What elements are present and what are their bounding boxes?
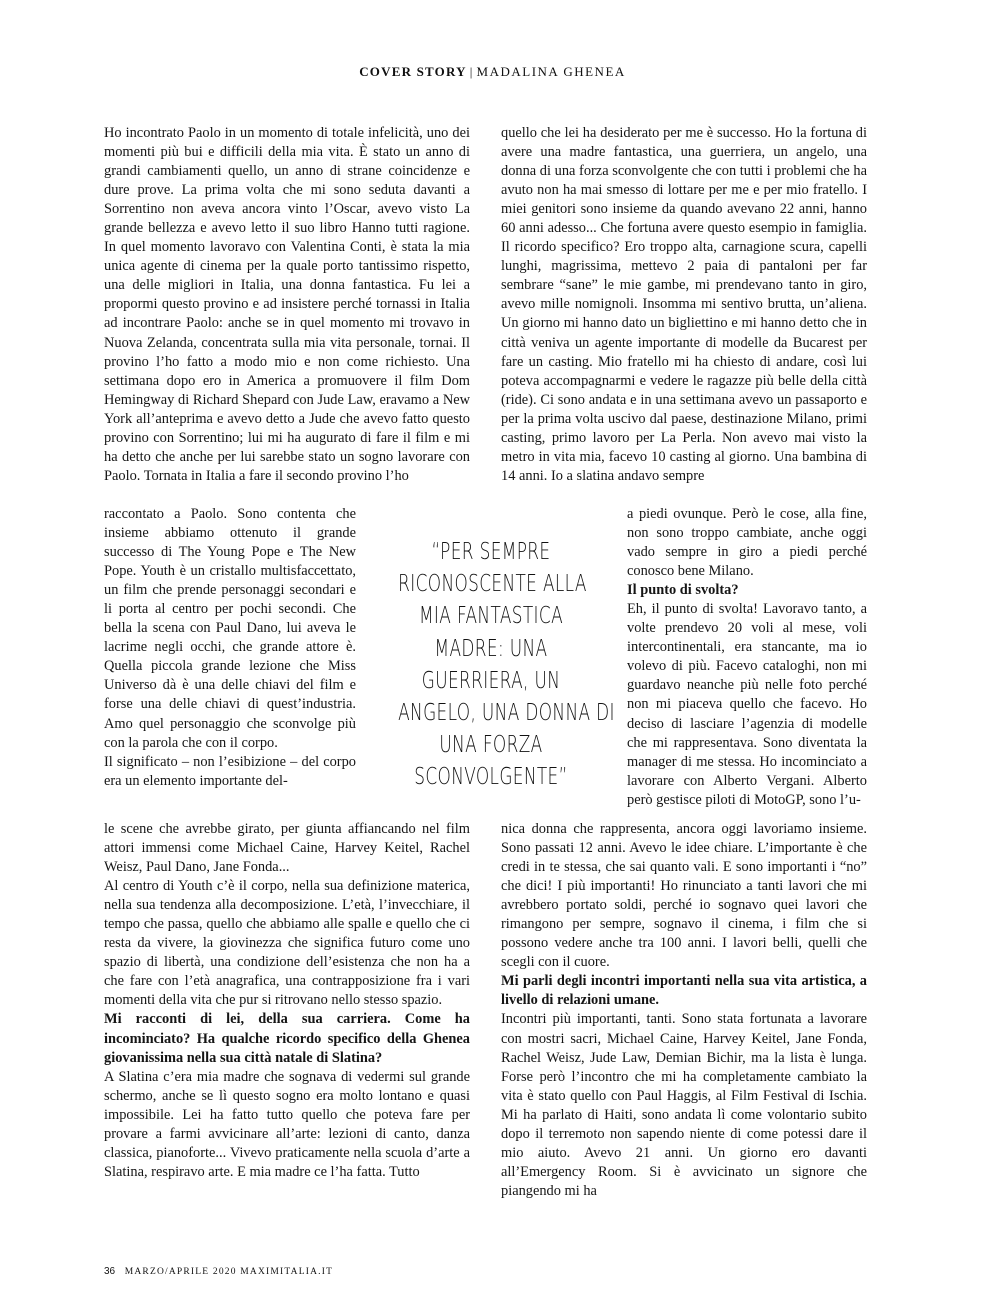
body-paragraph: quello che lei ha desiderato per me è successo. Ho la fortuna di avere una madre fantastica, una guerriera, un angelo, una donna di una forza sconvolgente che con tutti i problemi che ha avuto non ha mai smesso di lottare per me e per mio fratello. I miei genitori sono insieme da quando avevano 22 anni, hanno 60 anni adesso... Che fortuna avere questo esempio in famiglia. Il ricordo specifico? Ero troppo alta, carnagione scura, capelli lunghi, magrissima, mettevo 2 paia di pantaloni per far sembrare “sane” le mie gambe, mi prendevano tanto in giro, avevo mille nomignoli. Insomma mi sentivo brutta, un’aliena. Un giorno mi hanno dato un bigliettino e mi hanno detto che in città veniva un agente importante di modelle da Bucarest per fare un casting. Mio fratello mi ha chiesto di andare, così lui poteva accompagnarmi e vedere le ragazze più belle della città (ride). Ci sono andata e in una settimana avevo un passaporto e per la prima volta uscivo dal paese, destinazione Milano, primi casting, primo lavoro per La Perla. Non avevo mai visto la metro in vita mia, facevo 10 casting al giorno. Una bambina di 14 anni. Io a slatina andavo sempre [501, 125, 867, 484]
body-paragraph: A Slatina c’era mia madre che sognava di vedermi sul grande schermo, anche se lì questo sogno era molto lontano e quasi impossibile. Lei ha fatto tutto quello che poteva fare per provare a farmi avvicinare all’arte: lezioni di canto, danza classica, pianoforte... Vivevo praticamente nella scuola d’arte a Slatina, respiravo arte. E mia madre ce l’ha fatta. Tutto [104, 1068, 470, 1180]
left-column-middle [104, 505, 356, 791]
pull-quote-line: UNA FORZA [439, 730, 543, 759]
body-paragraph: Il significato – non l’esibizione – del corpo era un elemento importante del- [104, 753, 356, 789]
left-column-bottom [104, 820, 470, 1182]
pull-quote-line: GUERRIERA, UN [421, 665, 561, 694]
body-paragraph: le scene che avrebbe girato, per giunta affiancando nel film attori immensi come Michael Caine, Harvey Keitel, Rachel Weisz, Paul Dano, Jane Fonda... [104, 821, 470, 876]
left-column-top [104, 124, 470, 486]
body-paragraph: Al centro di Youth c’è il corpo, nella sua definizione materica, nella sua tendenza alla decomposizione. L’età, l’invecchiare, il tempo che passa, quello che abbiamo alle spalle e quello che ci resta da vivere, la giovinezza che significa futuro come uno spazio di libertà, una condizione dell’esistenza che non ha a che fare con l’età anagrafica, una contrapposizione fra i vari momenti della vita che pur si ritrovano nello stesso spazio. [104, 878, 470, 1009]
issue-date: MARZO/APRILE 2020 [124, 1267, 237, 1277]
section-label: COVER STORY [359, 64, 467, 79]
pull-quote [398, 535, 615, 793]
interview-question: Mi racconti di lei, della sua carriera. Come ha incominciato? Ha qualche ricordo specifico della Ghenea giovanissima nella sua città natale di Slatina? [104, 1011, 470, 1066]
pull-quote-line: ANGELO, UNA DONNA DI [398, 698, 615, 727]
body-paragraph: Eh, il punto di svolta! Lavoravo tanto, a volte prendevo 20 voli al mese, voli intercontinentali, era stancante, ma io volevo di più. Facevo cataloghi, non mi guardavo neanche più nelle foto perché non mi piaceva quello che facevo. Ho deciso di lasciare l’agenzia di modelle che mi rappresentava. Sono diventata la manager di me stessa. Ho incominciato a lavorare con Alberto Vergani. Alberto però gestisce piloti di MotoGP, sono l’u- [627, 601, 867, 808]
subject-name: MADALINA GHENEA [476, 64, 626, 79]
page-number: 36 [104, 1266, 116, 1277]
right-column-top [501, 124, 867, 486]
right-column-bottom [501, 820, 867, 1201]
pull-quote-line: “PER SEMPRE [431, 537, 551, 565]
page-header [0, 64, 985, 80]
page-footer [104, 1266, 333, 1277]
right-column-middle [627, 505, 867, 810]
body-paragraph: Incontri più importanti, tanti. Sono stata fortunata a lavorare con mostri sacri, Michael Caine, Harvey Keitel, Jane Fonda, Rachel Weisz, Jude Law, Demian Bichir, ma la lista è lunga. Forse però l’incontro che mi ha completamente cambiato la vita è stato quello con Paul Haggis, al Film Festival di Ischia. Mi ha parlato di Haiti, sono andata lì come volontario subito dopo il terremoto non sapendo niente di come potessi dare il mio aiuto. Avevo 21 anni. Un giorno ero davanti all’Emergency Room. Si è avvicinato un signore che piangendo mi ha [501, 1011, 867, 1199]
pull-quote-line: SCONVOLGENTE” [414, 762, 568, 791]
body-paragraph: Ho incontrato Paolo in un momento di totale infelicità, uno dei momenti più bui e difficili della mia vita. È stato un anno di grandi cambiamenti quello, un anno di strane coincidenze e dure prove. La prima volta che mi sono seduta davanti a Sorrentino non aveva ancora vinto l’Oscar, avevo visto La grande bellezza e avevo letto il suo libro Hanno tutti ragione. In quel momento lavoravo con Valentina Conti, è stata la mia unica agente di cinema per la quale porto tantissimo rispetto, una delle migliori in Italia, una donna fantastica. Fu lei a propormi questo provino e ad insistere perché tornassi in Italia ad incontrare Paolo: anche se in quel momento mi trovavo in Nuova Zelanda, concentrata sulla mia vita personale, tornai. Il provino l’ho fatto a modo mio e non come richiesto. Una settimana dopo ero in America a promuovere il film Dom Hemingway di Richard Shepard con Jude Law, eravamo a New York all’anteprima e avevo detto a Jude che avevo fatto questo provino con Sorrentino; lui mi ha augurato di fare il film e mi ha detto che anche per lui sarebbe stato un sogno lavorare con Paolo. Tornata in Italia a fare il secondo provino l’ho [104, 125, 470, 484]
pull-quote-line: RICONOSCENTE ALLA [398, 569, 587, 598]
body-paragraph: a piedi ovunque. Però le cose, alla fine, non sono troppo cambiate, anche oggi vado sempre in giro a piedi perché conosco bene Milano. [627, 506, 867, 580]
header-separator: | [469, 64, 474, 79]
site-url: MAXIMITALIA.IT [240, 1267, 334, 1277]
interview-question: Il punto di svolta? [627, 582, 739, 599]
pull-quote-line: MADRE: UNA [434, 633, 548, 662]
body-paragraph: nica donna che rappresenta, ancora oggi lavoriamo insieme. Sono passati 12 anni. Avevo le idee chiare. L’importante è che credi in te stessa, che sai quanto vali. E sono importanti i “no” che dici! I più importanti! Ho rinunciato a tanti lavori che mi avrebbero portato soldi, perché io sognavo quei lavori che rimangono per sempre, sognavo il cinema, i film che si possono vedere anche tra 100 anni. I lavori belli, quelli che scegli con il cuore. [501, 821, 867, 971]
body-paragraph: raccontato a Paolo. Sono contenta che insieme abbiamo ottenuto il grande successo di The Young Pope e The New Pope. Youth è un cristallo multisfaccettato, un film che prende personaggi secondari e li porta al centro per pochi secondi. Che bella la scena con Paul Dano, lui aveva le lacrime negli occhi, che grande attore è. Quella piccola grande lezione che Miss Universo dà è una delle chiavi del film e forse una delle chiavi di quest’industria. Amo quel personaggio che sconvolge più con la parola che con il corpo. [104, 506, 356, 751]
pull-quote-line: MIA FANTASTICA [418, 601, 564, 630]
interview-question: Mi parli degli incontri importanti nella sua vita artistica, a livello di relazioni umane. [501, 973, 867, 1009]
